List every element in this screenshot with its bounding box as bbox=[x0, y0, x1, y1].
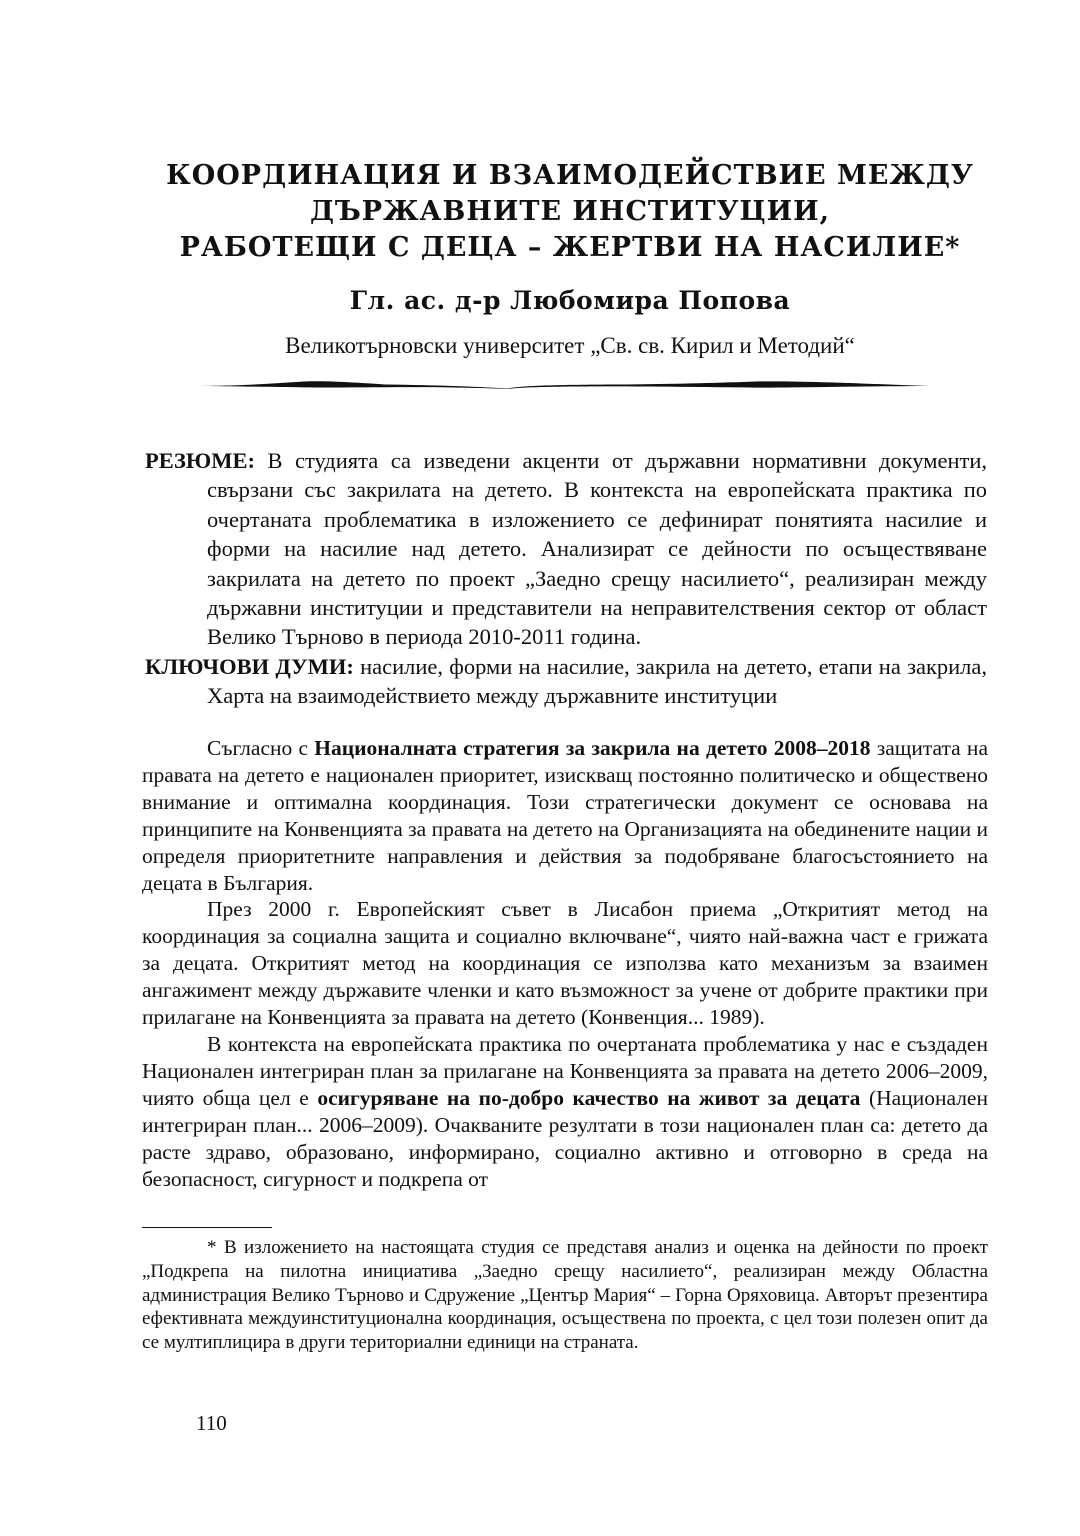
body-p1-text-a: Съгласно с bbox=[207, 736, 315, 760]
abstract-label: РЕЗЮМЕ: bbox=[145, 448, 255, 473]
author-name: Гл. ас. д-р Любомира Попова bbox=[349, 286, 791, 315]
footnote bbox=[142, 1236, 988, 1355]
body-paragraph-2: През 2000 г. Европейският съвет в Лисабон приема „Откритият метод на координация за социална защита и социално включване“, чиято най-важна част е грижата за децата. Откритият метод на координация се използва като механизъм за взаимен ангажимент между държавите членки и като възможност за учене от добрите практики при прилагане на Конвенцията за правата на детето (Конвенция... 1989). bbox=[142, 897, 988, 1030]
ornamental-divider bbox=[196, 372, 930, 398]
abstract-text: В студията са изведени акценти от държавни нормативни документи, свързани със закрилата на детето. В контекста на европейската практика по очертаната проблематика в изложението се дефинират понятията насилие и форми на насилие над детето. Анализират се дейности по осъществяване закрилата на детето по проект „Заедно срещу насилието“, реализиран между държавни институции и представители на неправителствения сектор от област Велико Търново в периода 2010-2011 година. bbox=[207, 448, 987, 650]
body-p3-text-b: (Национален интегриран план... 2006–2009). Очакваните резултати в този национален план са: детето да расте здраво, образовано, информирано, социално активно и отговорно в среда на безопасност, сигурност и подкрепа от bbox=[142, 1085, 988, 1191]
footnote-separator bbox=[142, 1227, 272, 1228]
page-number: 110 bbox=[196, 1411, 227, 1435]
article-title bbox=[120, 158, 1020, 266]
body-text bbox=[142, 735, 988, 1192]
keywords-text: насилие, форми на насилие, закрила на детето, етапи на закрила, Харта на взаимодействието между държавните институции bbox=[207, 653, 988, 709]
title-line-2: ДЪРЖАВНИТЕ ИНСТИТУЦИИ, bbox=[309, 196, 831, 227]
footnote-text: * В изложението на настоящата студия се представя анализ и оценка на дейности по проект „Подкрепа на пилотна инициатива „Заедно срещу насилието“, реализиран между Областна администрация Велико Търново и Сдружение „Център Мария“ – Горна Оряховица. Авторът презентира ефективната междуинституционална координация, осъществена по проекта, с цел този полезен опит да се мултиплицира в други териториални единици на страната. bbox=[142, 1237, 988, 1354]
body-p3-text-a: В контекста на европейската практика по очертаната проблематика у нас е създаден Национален интегриран план за прилагане на Конвенцията за правата на детето 2006–2009, чиято обща цел е bbox=[142, 1031, 988, 1110]
body-p1-bold: Националната стратегия за закрила на детето 2008–2018 bbox=[314, 736, 871, 760]
keywords-label: КЛЮЧОВИ ДУМИ: bbox=[145, 653, 354, 679]
keywords-paragraph bbox=[145, 652, 987, 711]
body-paragraph-1 bbox=[142, 735, 988, 896]
abstract-paragraph bbox=[145, 446, 987, 652]
title-line-1: КООРДИНАЦИЯ И ВЗАИМОДЕЙСТВИЕ МЕЖДУ bbox=[166, 160, 974, 191]
body-paragraph-3 bbox=[142, 1031, 988, 1192]
author-affiliation: Великотърновски университет „Св. св. Кирил и Методий“ bbox=[285, 333, 855, 358]
body-p3-bold: осигуряване на по-добро качество на живот за децата bbox=[317, 1085, 861, 1110]
abstract-block bbox=[145, 446, 987, 711]
title-line-3: РАБОТЕЩИ С ДЕЦА – ЖЕРТВИ НА НАСИЛИЕ* bbox=[179, 232, 961, 263]
body-p1-text-b: защитата на правата на детето е национален приоритет, изискващ постоянно политическо и обществено внимание и оптимална координация. Този стратегически документ се основава на принципите на Конвенцията за правата на детето на Организацията на обединените нации и определя приоритетните направления и действия за подобряване благосъстоянието на децата в България. bbox=[142, 736, 988, 895]
